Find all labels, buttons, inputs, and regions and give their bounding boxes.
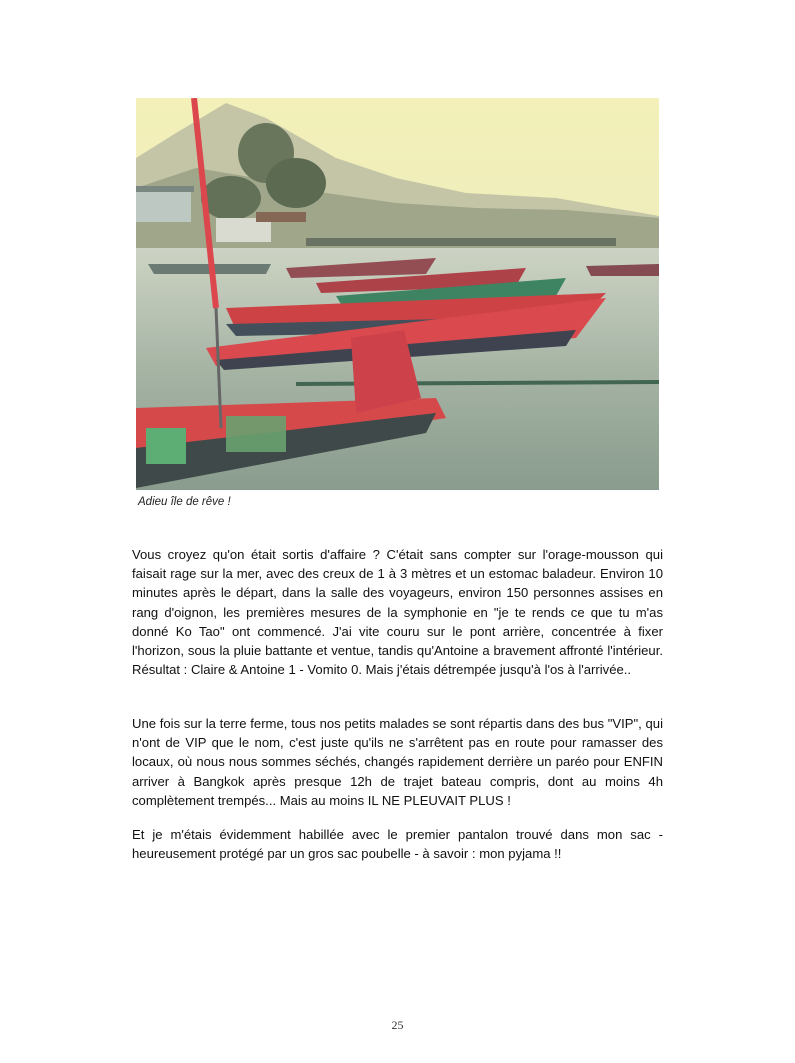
body-paragraph: Et je m'étais évidemment habillée avec le premier pantalon trouvé dans mon sac - heureusement protégé par un gros sac poubelle - à savoir : mon pyjama !! <box>132 827 663 862</box>
longtail-boats-harbor-image <box>136 98 659 490</box>
page-number: 25 <box>391 1018 404 1032</box>
body-paragraph: Une fois sur la terre ferme, tous nos petits malades se sont répartis dans des bus "VIP", qui n'ont de VIP que le nom, c'est juste qu'ils ne s'arrêtent pas en route pour ramasser des locaux, où nous nous sommes séchés, changés rapidement derrière un paréo pour ENFIN arriver à Bangkok après presque 12h de trajet bateau compris, dont au moins 4h complètement trempés... Mais au moins IL NE PLEUVAIT PLUS ! <box>132 716 663 808</box>
figure-caption: Adieu île de rêve ! <box>138 496 231 508</box>
body-paragraph: Vous croyez qu'on était sortis d'affaire ? C'était sans compter sur l'orage-mousson qui faisait rage sur la mer, avec des creux de 1 à 3 mètres et un estomac baladeur. Environ 10 minutes après le départ, dans la salle des voyageurs, environ 150 personnes assises en rang d'oignon, les premières mesures de la symphonie en "je te rends ce que tu m'as donné Ko Tao" ont commencé. J'ai vite couru sur le pont arrière, concentrée à fixer l'horizon, sous la pluie battante et ventue, tandis qu'Antoine a bravement affronté l'intérieur. Résultat : Claire & Antoine 1 - Vomito 0. Mais j'étais détrempée jusqu'à l'os à l'arrivée.. <box>132 547 663 678</box>
boats-photo <box>136 98 659 490</box>
